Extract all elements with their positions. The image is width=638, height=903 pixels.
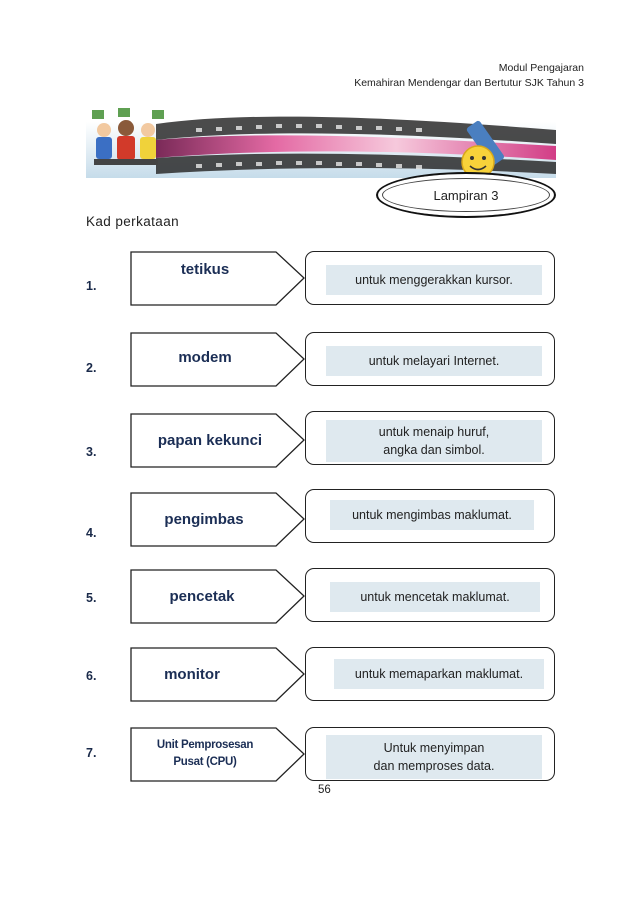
page-title: Kad perkataan (86, 214, 180, 229)
definition-text (326, 420, 542, 462)
definition-line-2: dan memproses data. (373, 759, 495, 773)
definition-text (326, 735, 542, 779)
definition-text: untuk melayari Internet. (326, 346, 542, 376)
header-module-title: Modul Pengajaran (498, 62, 584, 74)
page-number: 56 (318, 784, 331, 796)
item-number: 7. (86, 746, 97, 760)
word-card (130, 727, 306, 781)
word-card (130, 647, 306, 701)
definition-text: untuk mencetak maklumat. (330, 582, 540, 612)
word-line-2: Pusat (CPU) (173, 756, 237, 768)
definition-text: untuk memaparkan maklumat. (334, 659, 544, 689)
definition-card (305, 411, 555, 465)
item-number: 6. (86, 669, 97, 683)
word-card (130, 332, 306, 386)
definition-line-2: angka dan simbol. (383, 443, 485, 457)
word-label: tetikus (180, 261, 230, 278)
word-label: pencetak (169, 587, 235, 605)
item-number: 1. (86, 279, 97, 293)
definition-card (305, 568, 555, 622)
definition-card (305, 332, 555, 386)
lampiran-label: Lampiran 3 (376, 172, 556, 218)
definition-text: untuk menggerakkan kursor. (326, 265, 542, 295)
word-label: modem (178, 349, 232, 366)
item-number: 3. (86, 445, 97, 459)
item-number: 5. (86, 591, 97, 605)
word-card (130, 413, 306, 467)
word-label (130, 727, 280, 781)
definition-line-1: untuk menaip huruf, (378, 425, 490, 439)
definition-card (305, 251, 555, 305)
word-label: pengimbas (164, 510, 244, 528)
definition-line-1: Untuk menyimpan (383, 741, 485, 755)
header-subject-title: Kemahiran Mendengar dan Bertutur SJK Tahun 3 (354, 77, 584, 89)
word-line-1: Unit Pemprosesan (156, 739, 254, 751)
word-label: papan kekunci (157, 431, 263, 449)
definition-card (305, 489, 555, 543)
definition-card (305, 727, 555, 781)
item-number: 4. (86, 526, 97, 540)
word-card (130, 251, 306, 305)
definition-text: untuk mengimbas maklumat. (330, 500, 534, 530)
word-card (130, 569, 306, 623)
definition-card (305, 647, 555, 701)
item-number: 2. (86, 361, 97, 375)
word-label: monitor (164, 665, 220, 683)
word-card (130, 492, 306, 546)
